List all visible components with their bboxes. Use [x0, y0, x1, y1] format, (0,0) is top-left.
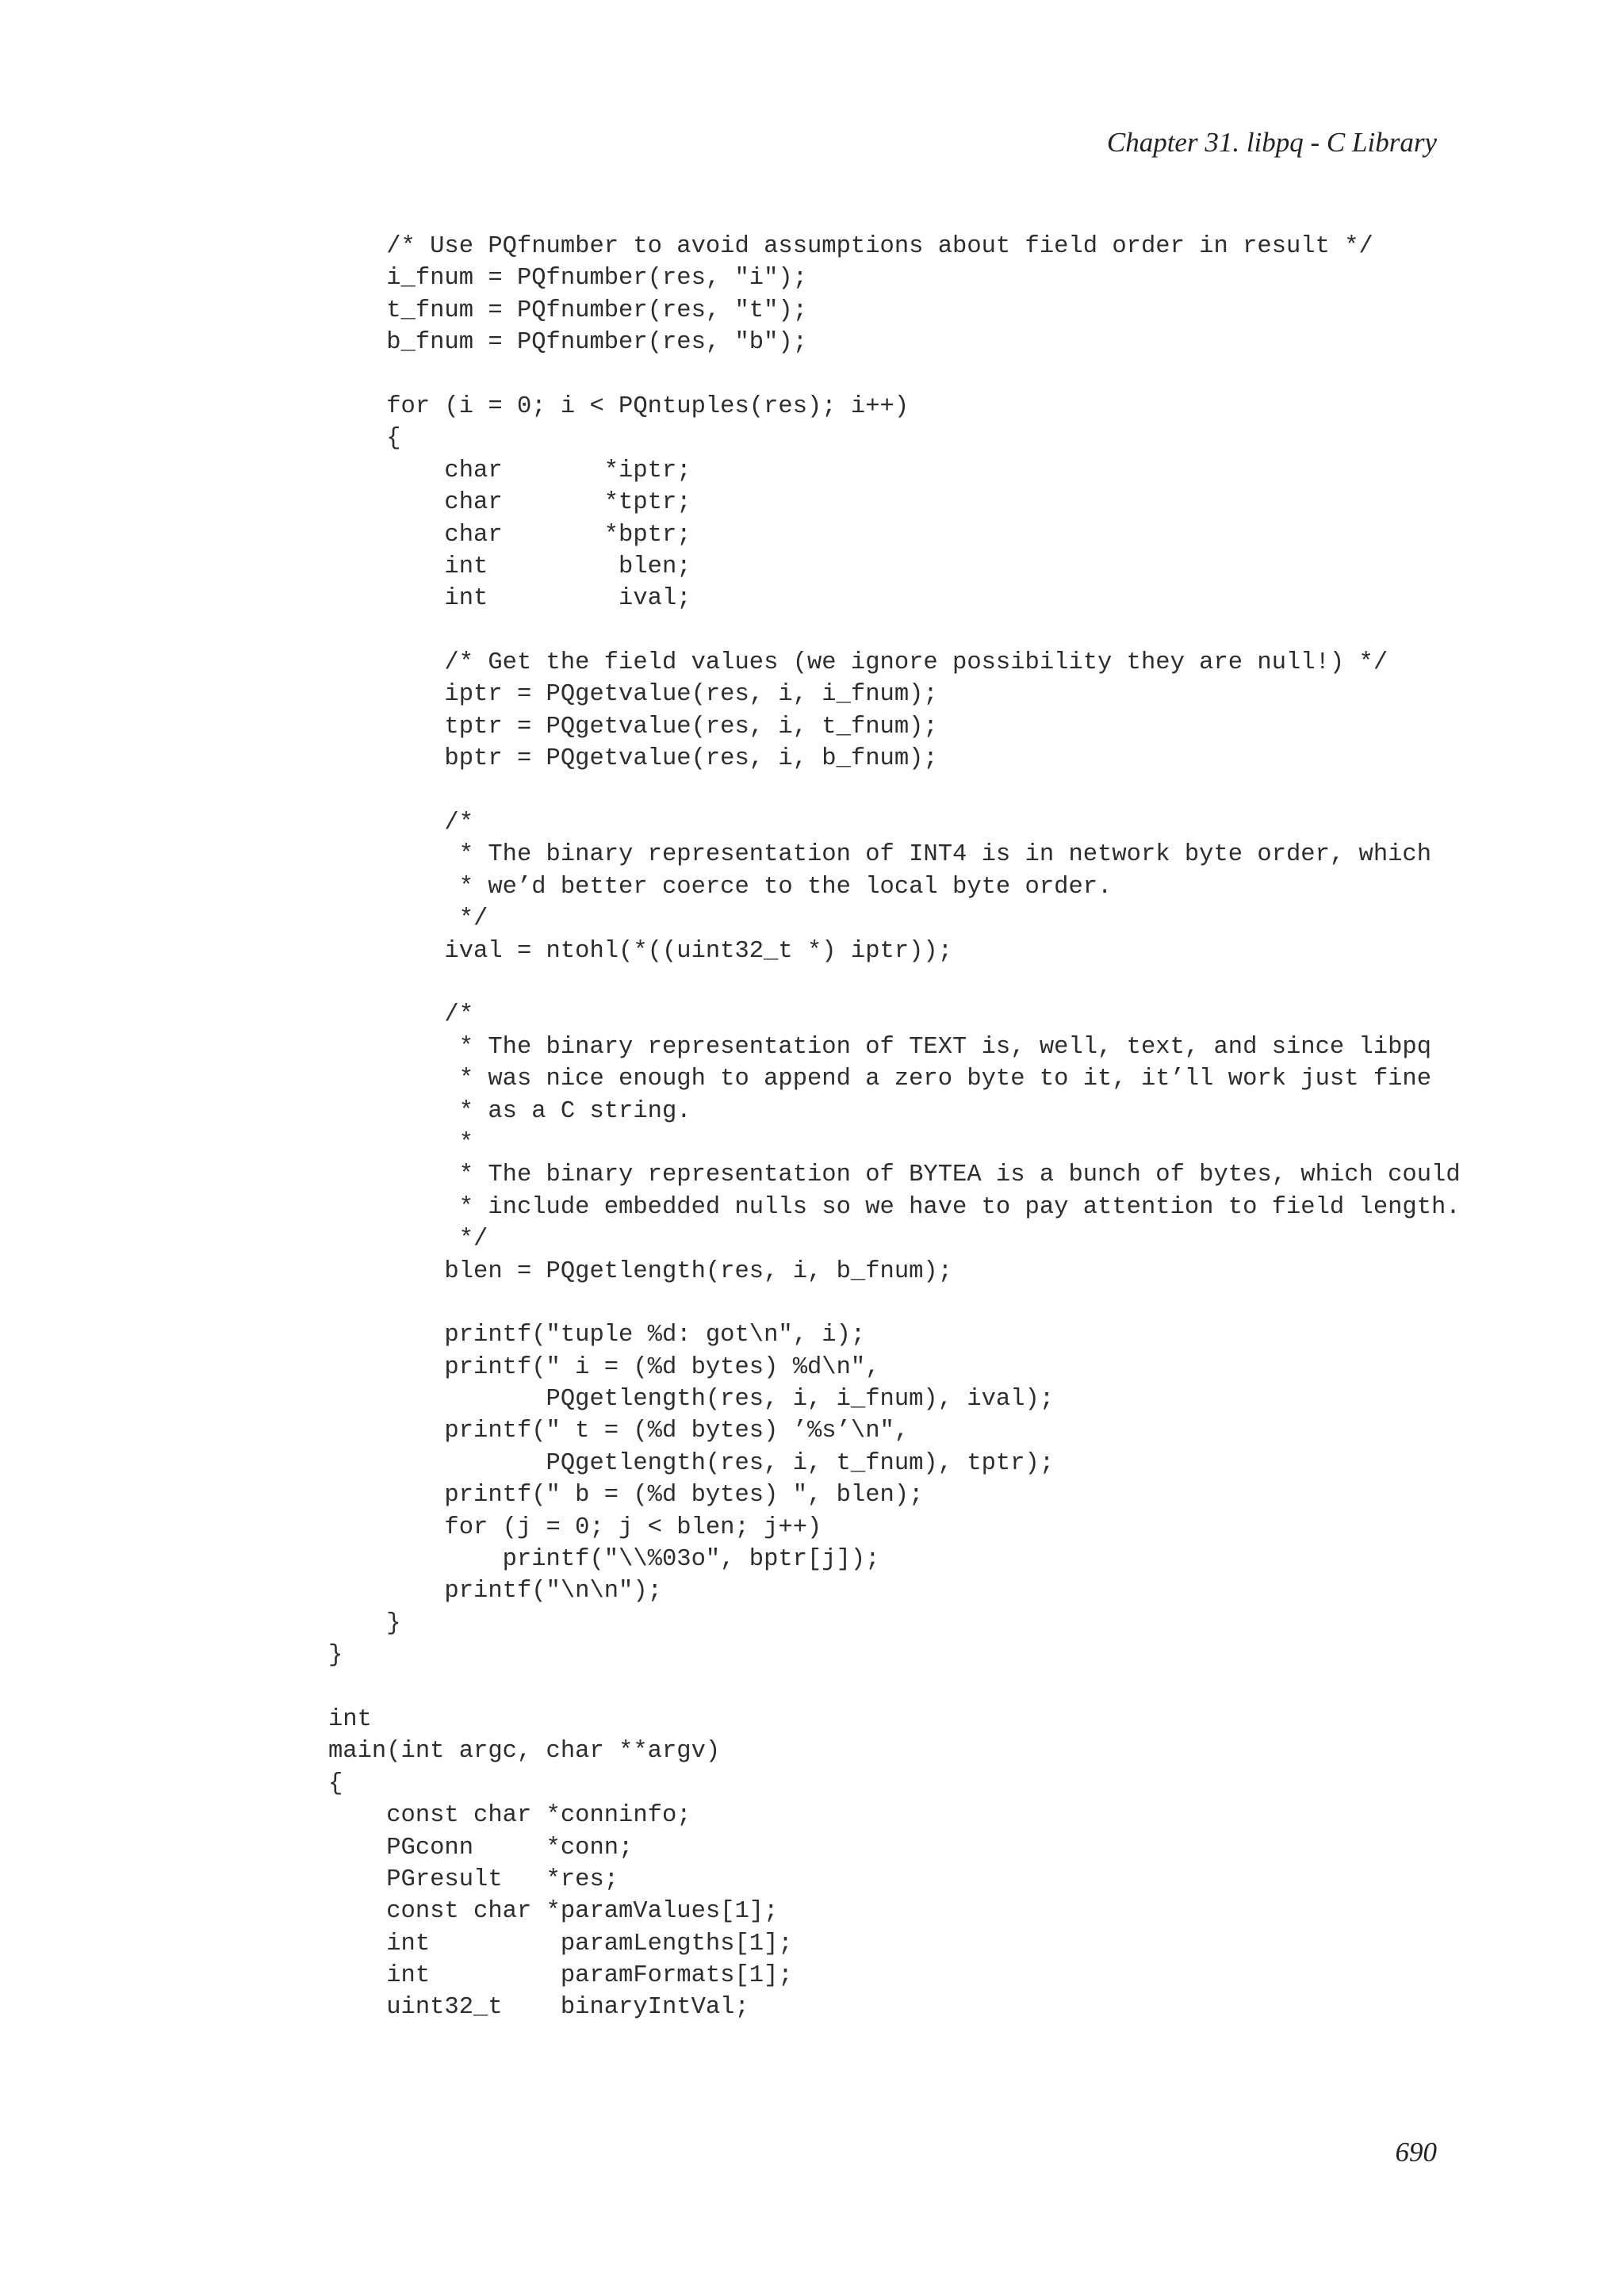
code-line: bptr = PQgetvalue(res, i, b_fnum); [328, 745, 938, 773]
code-line: for (j = 0; j < blen; j++) [328, 1513, 822, 1541]
code-line: } [328, 1642, 343, 1670]
code-line: char *tptr; [328, 489, 691, 517]
code-line: const char *conninfo; [328, 1802, 691, 1830]
code-line: * include embedded nulls so we have to pay attention to field length. [328, 1193, 1461, 1221]
code-line [328, 359, 1461, 391]
code-line: printf(" b = (%d bytes) ", blen); [328, 1482, 924, 1510]
code-line: * as a C string. [328, 1097, 691, 1125]
chapter-header: Chapter 31. libpq - C Library [1106, 127, 1437, 158]
code-line: * [328, 1129, 474, 1157]
code-line [328, 1288, 1461, 1319]
code-line: printf(" t = (%d bytes) ’%s’\n", [328, 1418, 910, 1445]
code-line: iptr = PQgetvalue(res, i, i_fnum); [328, 681, 938, 709]
code-line: */ [328, 905, 488, 933]
code-line: { [328, 1770, 343, 1797]
page-number: 690 [1395, 2137, 1437, 2168]
code-line: * we’d better coerce to the local byte order. [328, 873, 1113, 901]
code-line: ival = ntohl(*((uint32_t *) iptr)); [328, 937, 953, 965]
code-line: * was nice enough to append a zero byte to it, it’ll work just fine [328, 1066, 1432, 1093]
code-line: /* [328, 1001, 474, 1029]
code-line: printf("\\%03o", bptr[j]); [328, 1546, 880, 1574]
code-line: { [328, 425, 401, 453]
code-listing [328, 231, 1461, 2024]
code-line [328, 615, 1461, 647]
code-line: char *iptr; [328, 457, 691, 484]
code-line: * The binary representation of INT4 is in network byte order, which [328, 841, 1432, 869]
code-line: int paramLengths[1]; [328, 1930, 793, 1957]
code-line: uint32_t binaryIntVal; [328, 1994, 749, 2022]
code-line: int paramFormats[1]; [328, 1962, 793, 1990]
code-line: main(int argc, char **argv) [328, 1738, 721, 1766]
code-line: i_fnum = PQfnumber(res, "i"); [328, 265, 807, 293]
code-line: t_fnum = PQfnumber(res, "t"); [328, 297, 807, 324]
code-line: char *bptr; [328, 521, 691, 549]
code-line: b_fnum = PQfnumber(res, "b"); [328, 329, 807, 357]
code-line: const char *paramValues[1]; [328, 1898, 779, 1926]
code-line: /* Use PQfnumber to avoid assumptions about field order in result */ [328, 233, 1373, 260]
code-line: PGconn *conn; [328, 1834, 634, 1862]
code-line: for (i = 0; i < PQntuples(res); i++) [328, 392, 910, 420]
code-line: /* [328, 809, 474, 837]
code-line: * The binary representation of BYTEA is a bunch of bytes, which could [328, 1161, 1461, 1189]
code-line: PQgetlength(res, i, i_fnum), ival); [328, 1386, 1055, 1414]
code-line: blen = PQgetlength(res, i, b_fnum); [328, 1257, 953, 1285]
code-line [328, 1672, 1461, 1704]
code-line: printf("\n\n"); [328, 1578, 662, 1605]
code-line: printf("tuple %d: got\n", i); [328, 1322, 866, 1349]
code-line: printf(" i = (%d bytes) %d\n", [328, 1353, 880, 1381]
code-line: tptr = PQgetvalue(res, i, t_fnum); [328, 713, 938, 740]
code-line: /* Get the field values (we ignore possibility they are null!) */ [328, 649, 1388, 677]
code-line: int blen; [328, 553, 691, 580]
code-line [328, 967, 1461, 999]
code-line: int [328, 1705, 372, 1733]
code-line: PQgetlength(res, i, t_fnum), tptr); [328, 1449, 1055, 1477]
code-line: */ [328, 1226, 488, 1253]
code-line: PGresult *res; [328, 1866, 619, 1893]
code-line [328, 775, 1461, 807]
code-line: } [328, 1609, 401, 1637]
code-line: * The binary representation of TEXT is, well, text, and since libpq [328, 1033, 1432, 1061]
code-line: int ival; [328, 585, 691, 613]
